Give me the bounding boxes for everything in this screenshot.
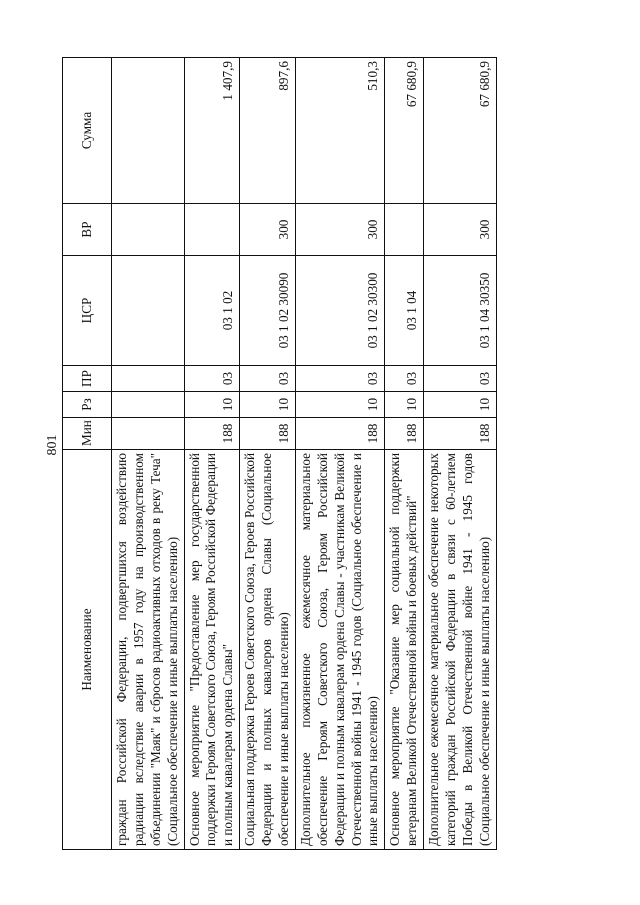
row-vr: [184, 204, 240, 256]
header-pr: ПР: [63, 366, 112, 392]
row-rz: 10: [385, 392, 424, 418]
row-vr: 300: [240, 204, 296, 256]
header-csr: ЦСР: [63, 256, 112, 366]
table-row: [240, 58, 296, 850]
row-csr: 03 1 02 30090: [240, 256, 296, 366]
row-pr: 03: [385, 366, 424, 392]
row-vr: 300: [424, 204, 497, 256]
row-min: 188: [240, 418, 296, 450]
row-name: Дополнительное пожизненное ежемесячное материальное обеспечение Героям Советского Союза, Героям Российской Федерации и полным кавалерам ордена Славы - участникам Великой Отечественной войны 1941 - 1945 годов (Социальное обеспечение и иные выплаты населению): [295, 450, 384, 850]
row-sum: 67 680,9: [385, 58, 424, 204]
row-rz: 10: [424, 392, 497, 418]
row-rz: 10: [240, 392, 296, 418]
header-name: Наименование: [63, 450, 112, 850]
table-header-row: [63, 58, 112, 850]
row-min: 188: [385, 418, 424, 450]
row-vr: 300: [295, 204, 384, 256]
row-pr: 03: [424, 366, 497, 392]
table-row: [184, 58, 240, 850]
row-min: 188: [295, 418, 384, 450]
row-min: 188: [424, 418, 497, 450]
budget-table: [62, 57, 497, 850]
row-min: [112, 418, 185, 450]
header-min: Мин: [63, 418, 112, 450]
row-name: Дополнительное ежемесячное материальное обеспечение некоторых категорий граждан Российской Федерации в связи с 60-летием Победы в Великой Отечественной войне 1941 - 1945 годов (Социальное обеспечение и иные выплаты населению): [424, 450, 497, 850]
row-vr: [385, 204, 424, 256]
row-csr: 03 1 04 30350: [424, 256, 497, 366]
row-sum: 510,3: [295, 58, 384, 204]
row-min: 188: [184, 418, 240, 450]
header-rz: Рз: [63, 392, 112, 418]
row-name: Социальная поддержка Героев Советского Союза, Героев Российской Федерации и полных кавалеров ордена Славы (Социальное обеспечение и иные выплаты населению): [240, 450, 296, 850]
table-row: [424, 58, 497, 850]
row-sum: [112, 58, 185, 204]
row-name: Основное мероприятие "Предоставление мер государственной поддержки Героям Советского Союза, Героям Российской Федерации и полным кавалерам ордена Славы": [184, 450, 240, 850]
table-row: [385, 58, 424, 850]
row-sum: 67 680,9: [424, 58, 497, 204]
header-vr: ВР: [63, 204, 112, 256]
row-pr: [112, 366, 185, 392]
row-csr: 03 1 02: [184, 256, 240, 366]
row-name: граждан Российской Федерации, подвергшихся воздействию радиации вследствие аварии в 1957 году на производственном объединении "Маяк" и сбросов радиоактивных отходов в реку Теча" (Социальное обеспечение и иные выплаты населению): [112, 450, 185, 850]
row-sum: 1 407,9: [184, 58, 240, 204]
row-name: Основное мероприятие "Оказание мер социальной поддержки ветеранам Великой Отечественной войны и боевых действий": [385, 450, 424, 850]
row-pr: 03: [184, 366, 240, 392]
header-sum: Сумма: [63, 58, 112, 204]
row-csr: 03 1 02 30300: [295, 256, 384, 366]
table-row: [295, 58, 384, 850]
page-number: 801: [45, 434, 60, 456]
row-sum: 897,6: [240, 58, 296, 204]
table-row: [112, 58, 185, 850]
row-vr: [112, 204, 185, 256]
row-rz: 10: [184, 392, 240, 418]
row-pr: 03: [295, 366, 384, 392]
row-csr: [112, 256, 185, 366]
row-csr: 03 1 04: [385, 256, 424, 366]
row-pr: 03: [240, 366, 296, 392]
row-rz: [112, 392, 185, 418]
row-rz: 10: [295, 392, 384, 418]
